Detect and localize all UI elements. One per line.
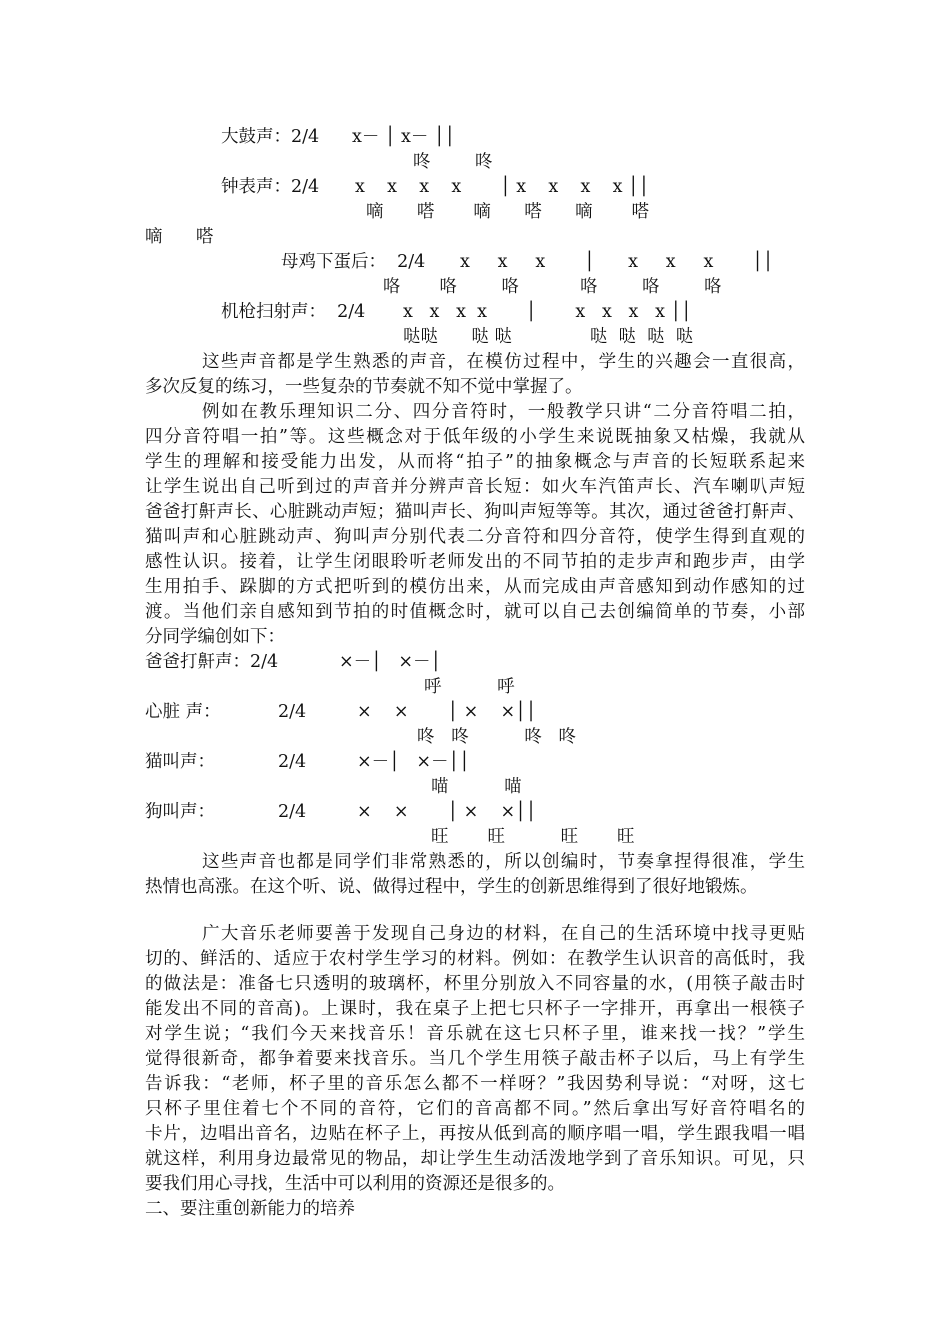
paragraph-4-line-11: 要我们用心寻找，生活中可以利用的资源还是很多的。	[145, 1174, 565, 1194]
dog-rhythm-label: 狗叫声：	[145, 802, 215, 822]
heart-rhythm-lyrics: 咚 咚 咚 咚	[417, 727, 577, 747]
clock-rhythm-lyrics: 嘀 嗒 嘀 嗒 嘀 嗒	[366, 202, 650, 222]
paragraph-2-line-6: 猫叫声和心脏跳动声、狗叫声分别代表二分音符和四分音符，使学生得到直观的	[145, 527, 805, 547]
clock-rhythm-lyrics-wrap: 嘀 嗒	[145, 227, 214, 247]
paragraph-2-line-5: 爸爸打鼾声长、心脏跳动声短；猫叫声长、狗叫声短等等。其次，通过爸爸打鼾声、	[145, 502, 805, 522]
heart-rhythm-label: 心脏 声：	[145, 702, 221, 722]
cat-rhythm-label: 猫叫声：	[145, 752, 215, 772]
drum-rhythm-lyrics: 咚 咚	[413, 152, 493, 172]
paragraph-3-line-2: 热情也高涨。在这个听、说、做得过程中，学生的创新思维得到了很好地锻炼。	[145, 877, 758, 897]
snore-rhythm-notes: ×－│ ×－│	[339, 652, 442, 672]
paragraph-1-line-2: 多次反复的练习，一些复杂的节奏就不知不觉中掌握了。	[145, 377, 583, 397]
paragraph-4-line-7: 告诉我：“老师，杯子里的音乐怎么都不一样呀？”我因势利导说：“对呀，这七	[145, 1074, 805, 1094]
paragraph-2-line-3: 学生的理解和接受能力出发，从而将“拍子”的抽象概念与声音的长短联系起来	[145, 452, 805, 472]
cat-rhythm-meter: 2/4	[278, 752, 307, 772]
paragraph-2-line-10: 分同学编创如下：	[145, 627, 285, 647]
heart-rhythm-meter: 2/4	[278, 702, 307, 722]
paragraph-4-line-3: 的做法是：准备七只透明的玻璃杯，杯里分别放入不同容量的水，(用筷子敲击时	[145, 974, 805, 994]
snore-rhythm-label: 爸爸打鼾声：2/4	[145, 652, 279, 672]
paragraph-4-line-10: 就这样，利用身边最常见的物品，却让学生生动活泼地学到了音乐知识。可见，只	[145, 1149, 805, 1169]
clock-rhythm-label: 钟表声：2/4	[221, 177, 320, 197]
cat-rhythm-lyrics: 喵 喵	[431, 777, 522, 797]
paragraph-4-line-4: 能发出不同的音高)。上课时，我在桌子上把七只杯子一字排开，再拿出一根筷子	[145, 999, 805, 1019]
paragraph-2-line-8: 生用拍手、跺脚的方式把听到的模仿出来，从而完成由声音感知到动作感知的过	[145, 577, 805, 597]
paragraph-4-line-2: 切的、鲜活的、适应于农村学生学习的材料。例如：在教学生认识音的高低时，我	[145, 949, 805, 969]
paragraph-2-line-9: 渡。当他们亲自感知到节拍的时值概念时，就可以自己去创编简单的节奏，小部	[145, 602, 805, 622]
paragraph-2-line-7: 感性认识。接着，让学生闭眼聆听老师发出的不同节拍的走步声和跑步声，由学	[145, 552, 805, 572]
paragraph-2-line-4: 让学生说出自己听到过的声音并分辨声音长短：如火车汽笛声长、汽车喇叭声短	[145, 477, 805, 497]
hen-rhythm-lyrics: 咯 咯 咯 咯 咯 咯	[383, 277, 722, 297]
dog-rhythm-lyrics: 旺 旺 旺 旺	[431, 827, 635, 847]
gun-rhythm-label: 机枪扫射声： 2/4	[221, 302, 366, 322]
dog-rhythm-meter: 2/4	[278, 802, 307, 822]
gun-rhythm-notes: x x x x │ x x x x ││	[403, 302, 692, 322]
section-heading: 二、要注重创新能力的培养	[145, 1199, 355, 1219]
paragraph-4-line-9: 卡片，边唱出音名，边贴在杯子上，再按从低到高的顺序唱一唱，学生跟我唱一唱	[145, 1124, 805, 1144]
paragraph-4-line-5: 对学生说；“我们今天来找音乐！音乐就在这七只杯子里，谁来找一找？”学生	[145, 1024, 805, 1044]
paragraph-4-line-8: 只杯子里住着七个不同的音符，它们的音高都不同。”然后拿出写好音符唱名的	[145, 1099, 805, 1119]
heart-rhythm-notes: × × │ × ×││	[357, 702, 537, 722]
dog-rhythm-notes: × × │ × ×││	[357, 802, 537, 822]
paragraph-2-line-1: 例如在教乐理知识二分、四分音符时，一般教学只讲“二分音符唱二拍，	[202, 402, 805, 422]
paragraph-4-line-1: 广大音乐老师要善于发现自己身边的材料，在自己的生活环境中找寻更贴	[202, 924, 805, 944]
paragraph-3-line-1: 这些声音也都是同学们非常熟悉的，所以创编时，节奏拿捏得很准，学生	[202, 852, 805, 872]
paragraph-4-line-6: 觉得很新奇，都争着要来找音乐。当几个学生用筷子敲击杯子以后，马上有学生	[145, 1049, 805, 1069]
clock-rhythm-notes: x x x x │ x x x x ││	[355, 177, 650, 197]
paragraph-1-line-1: 这些声音都是学生熟悉的声音，在模仿过程中，学生的兴趣会一直很高，	[202, 352, 805, 372]
gun-rhythm-lyrics: 哒哒 哒 哒 哒 哒 哒 哒	[403, 327, 694, 347]
snore-rhythm-lyrics: 呼 呼	[424, 677, 515, 697]
drum-rhythm-label: 大鼓声：2/4	[221, 127, 320, 147]
cat-rhythm-notes: ×－│ ×－││	[357, 752, 470, 772]
hen-rhythm-label: 母鸡下蛋后： 2/4	[281, 252, 426, 272]
hen-rhythm-notes: x x x │ x x x ││	[460, 252, 774, 272]
paragraph-2-line-2: 四分音符唱一拍”等。这些概念对于低年级的小学生来说既抽象又枯燥，我就从	[145, 427, 805, 447]
drum-rhythm-notes: x－ │ x－ ││	[352, 127, 456, 147]
